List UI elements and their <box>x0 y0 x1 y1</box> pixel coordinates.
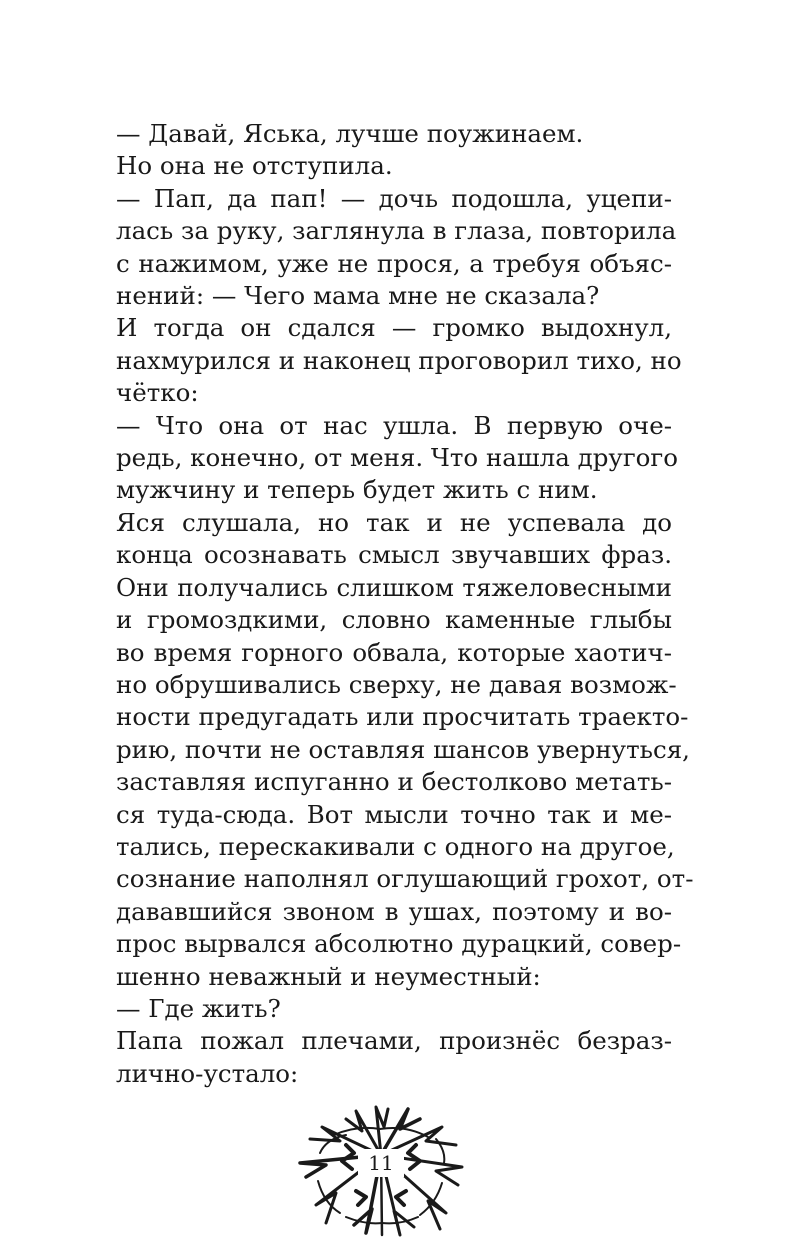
text-line: — Пап, да пап! — дочь подошла, уцепи- <box>116 183 672 213</box>
text-line: прос вырвался абсолютно дурацкий, совер- <box>116 929 682 959</box>
text-line: нений: — Чего мама мне не сказала? <box>116 281 600 311</box>
text-line: лась за руку, заглянула в глаза, повторила <box>116 216 677 246</box>
text-line: конца осознавать смысл звучавших фраз. <box>116 540 672 570</box>
text-line: тались, перескакивали с одного на другое, <box>116 831 675 861</box>
text-line: мужчину и теперь будет жить с ним. <box>116 475 598 505</box>
text-line: заставляя испуганно и бестолково метать- <box>116 767 672 797</box>
text-line: — Давай, Яська, лучше поужинаем. <box>116 119 584 148</box>
text-line: сознание наполнял оглушающий грохот, от- <box>116 864 694 894</box>
text-line: И тогда он сдался — громко выдохнул, <box>116 313 672 343</box>
text-line: — Где жить? <box>116 993 281 1023</box>
text-line: Яся слушала, но так и не успевала до <box>116 507 672 537</box>
body-text <box>116 118 694 1090</box>
text-line: дававшийся звоном в ушах, поэтому и во- <box>116 896 672 926</box>
page-folio <box>296 1105 466 1237</box>
text-line: с нажимом, уже не прося, а требуя объяс- <box>116 248 672 278</box>
text-line: ности предугадать или просчитать траекто- <box>116 702 689 732</box>
text-line: и громоздкими, словно каменные глыбы <box>116 605 672 635</box>
text-line: редь, конечно, от меня. Что нашла другого <box>116 443 678 473</box>
text-line: лично-устало: <box>116 1058 299 1088</box>
text-line: шенно неважный и неуместный: <box>116 961 541 991</box>
text-line: но обрушивались сверху, не давая возмож- <box>116 669 677 699</box>
text-line: Папа пожал плечами, произнёс безраз- <box>116 1026 672 1056</box>
text-line: рию, почти не оставляя шансов увернуться, <box>116 734 690 764</box>
text-line: нахмурился и наконец проговорил тихо, но <box>116 345 682 375</box>
text-line: — Что она от нас ушла. В первую оче- <box>116 410 672 440</box>
text-line: ся туда-сюда. Вот мысли точно так и ме- <box>116 799 672 829</box>
text-line: чётко: <box>116 378 199 408</box>
text-line: Но она не отступила. <box>116 151 393 181</box>
page-number: 11 <box>368 1151 394 1175</box>
text-line: во время горного обвала, которые хаотич- <box>116 637 672 667</box>
text-line: Они получались слишком тяжеловесными <box>116 572 672 602</box>
